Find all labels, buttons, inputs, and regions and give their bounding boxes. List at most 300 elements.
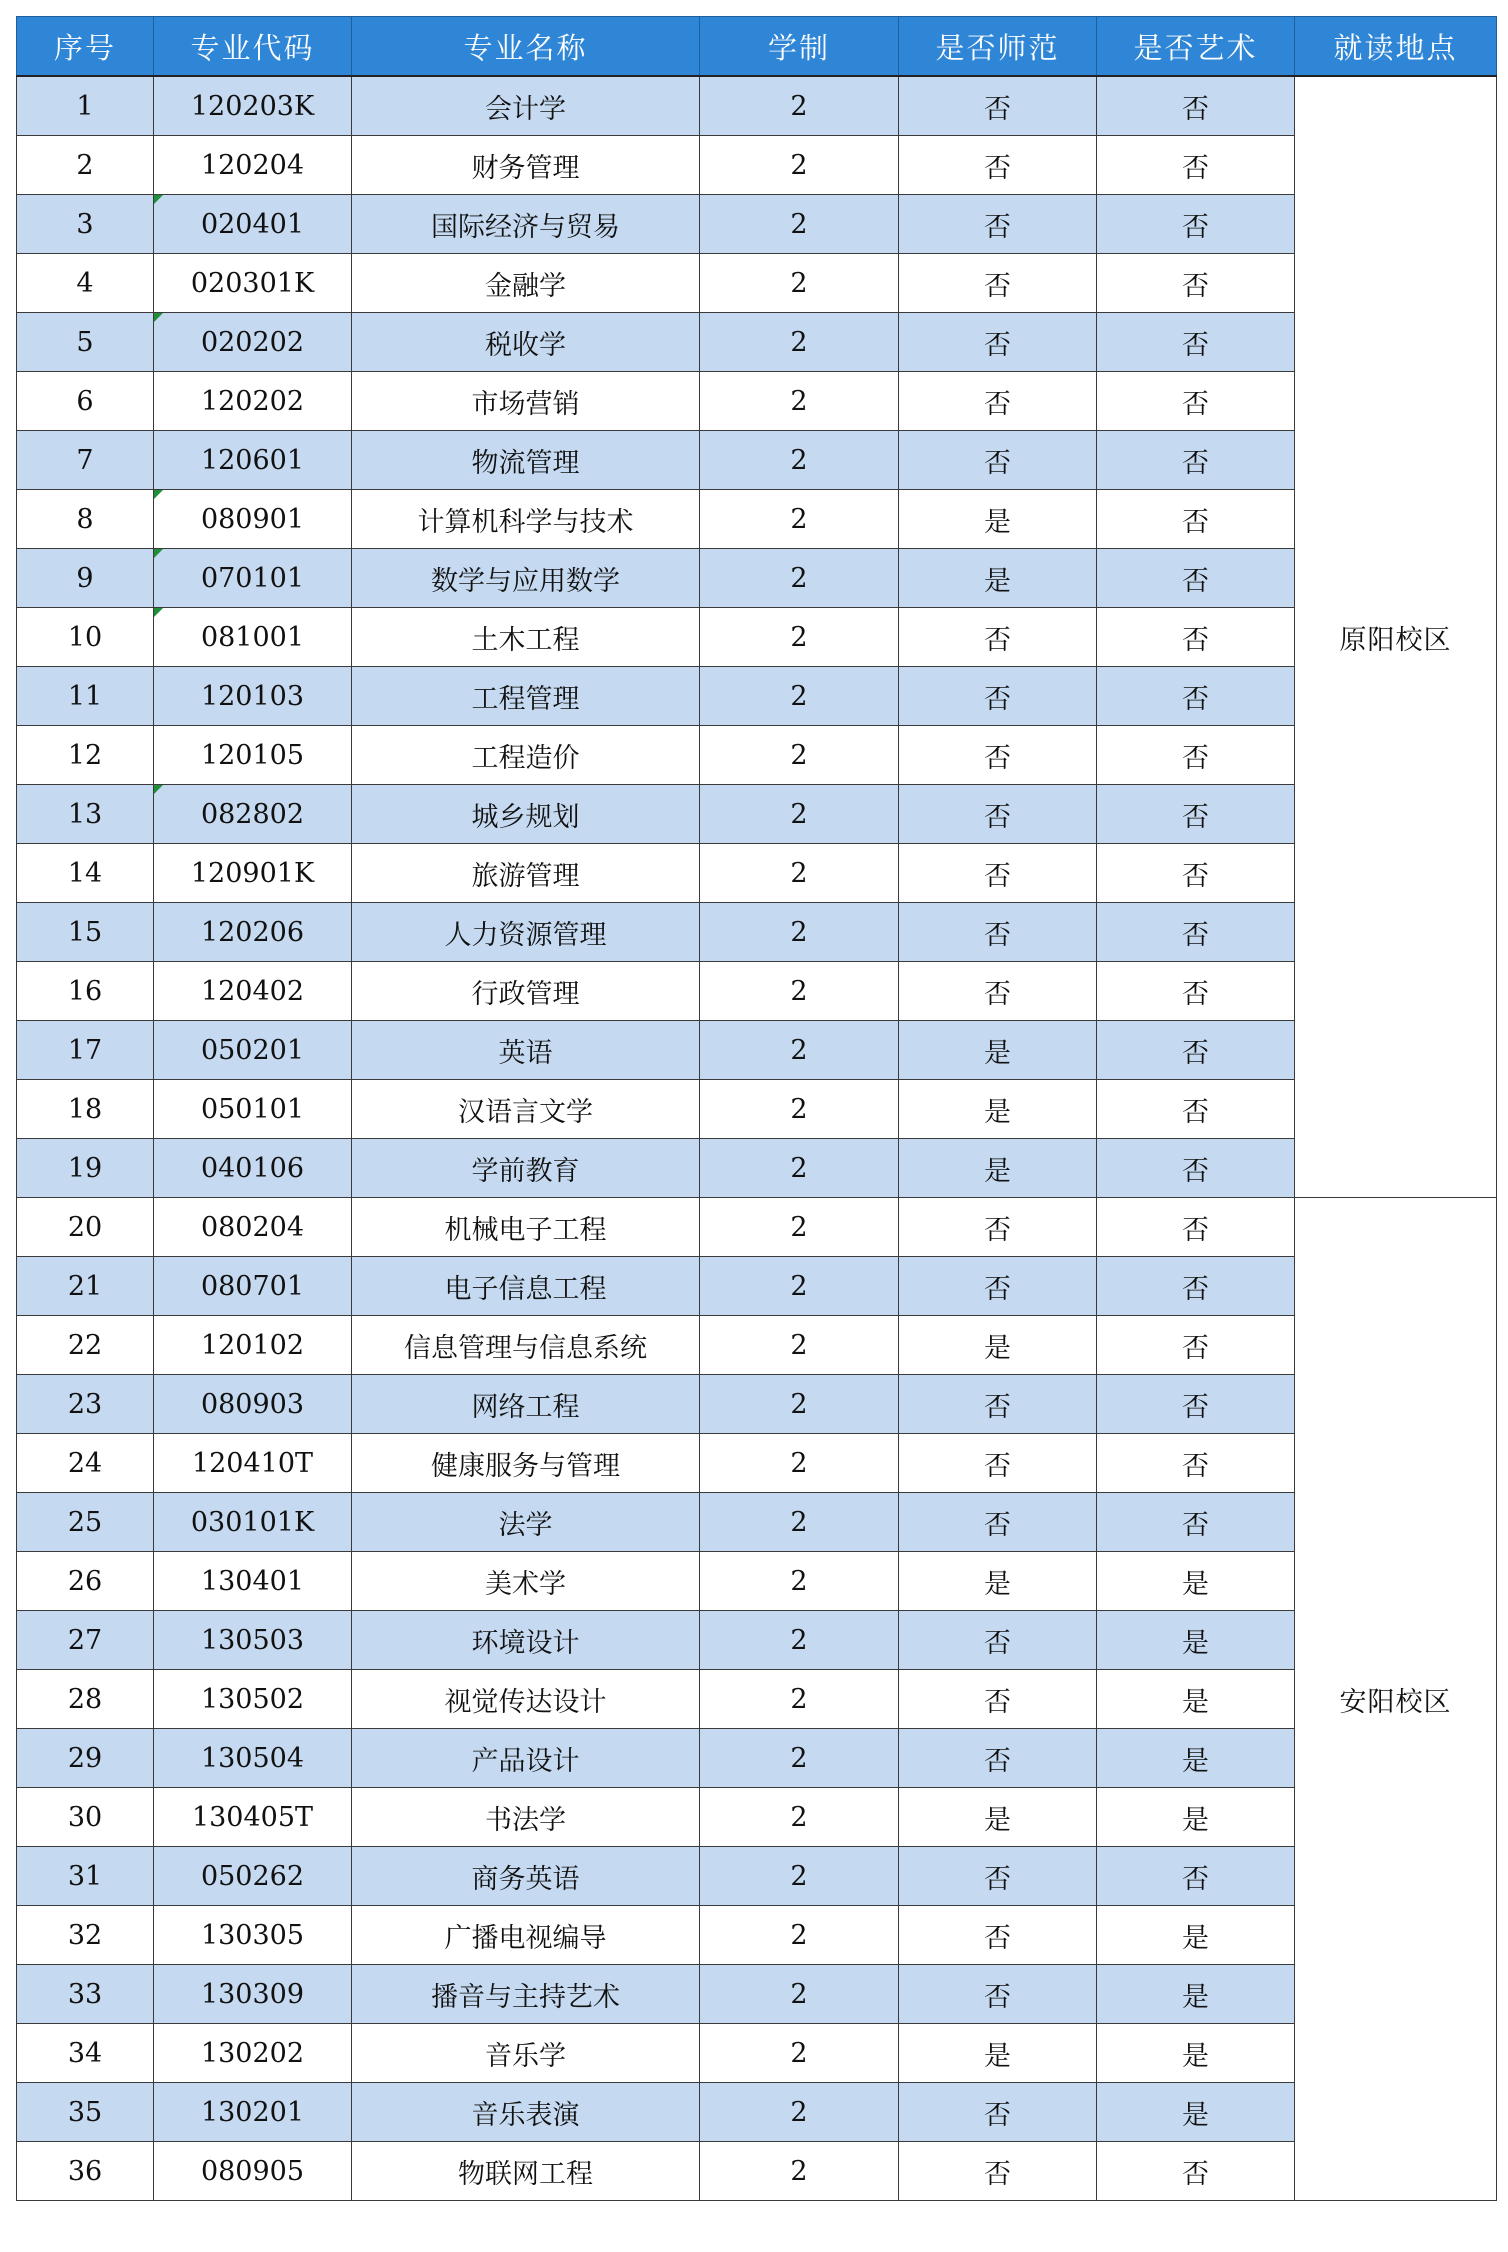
major-code-text: 120601	[200, 444, 305, 476]
major-code	[154, 372, 352, 431]
is-art-text: 否	[1182, 211, 1209, 243]
row-number-text: 15	[67, 916, 103, 948]
major-code	[154, 1198, 352, 1257]
row-number	[17, 726, 154, 785]
row-number-text: 9	[76, 562, 94, 594]
table-row	[17, 1139, 1497, 1198]
major-code-text: 080901	[200, 503, 305, 535]
study-years	[700, 372, 899, 431]
major-code	[154, 1788, 352, 1847]
table-row	[17, 1080, 1497, 1139]
major-code-text: 130309	[200, 1978, 305, 2010]
major-code	[154, 1375, 352, 1434]
row-number-text: 2	[76, 149, 94, 181]
major-code	[154, 1493, 352, 1552]
major-code	[154, 844, 352, 903]
is-art-text: 否	[1182, 93, 1209, 125]
major-code-text: 120102	[200, 1329, 305, 1361]
major-code	[154, 1965, 352, 2024]
row-number-text: 21	[67, 1270, 103, 1302]
is-art	[1097, 2142, 1295, 2201]
row-number	[17, 2024, 154, 2083]
major-code	[154, 1080, 352, 1139]
major-code-text: 050201	[200, 1034, 305, 1066]
is-teacher-training-text: 否	[984, 1863, 1011, 1895]
row-number	[17, 844, 154, 903]
is-teacher-training	[899, 195, 1097, 254]
is-teacher-training	[899, 490, 1097, 549]
row-number-text: 32	[67, 1919, 103, 1951]
major-name	[352, 1434, 700, 1493]
is-teacher-training-text: 否	[984, 860, 1011, 892]
is-art-text: 否	[1182, 447, 1209, 479]
header-name: 专业名称	[352, 17, 700, 77]
major-code-text: 082802	[200, 798, 305, 830]
is-art-text: 否	[1182, 1509, 1209, 1541]
is-teacher-training-text: 否	[984, 2158, 1011, 2190]
study-years-text: 2	[790, 680, 808, 712]
is-teacher-training	[899, 2024, 1097, 2083]
table-row	[17, 1021, 1497, 1080]
row-number	[17, 903, 154, 962]
row-number	[17, 1080, 154, 1139]
is-art-text: 是	[1182, 1745, 1209, 1777]
is-art-text: 否	[1182, 1155, 1209, 1187]
row-number-text: 4	[76, 267, 94, 299]
row-number-text: 3	[76, 208, 94, 240]
major-code	[154, 254, 352, 313]
row-number-text: 13	[67, 798, 103, 830]
header-art: 是否艺术	[1097, 17, 1295, 77]
major-name	[352, 1788, 700, 1847]
major-name	[352, 2083, 700, 2142]
major-code	[154, 1611, 352, 1670]
major-name	[352, 490, 700, 549]
study-years	[700, 2083, 899, 2142]
major-code-text: 130401	[200, 1565, 305, 1597]
is-teacher-training	[899, 1139, 1097, 1198]
row-number	[17, 1434, 154, 1493]
study-years-text: 2	[790, 916, 808, 948]
study-years	[700, 1493, 899, 1552]
row-number-text: 34	[67, 2037, 103, 2069]
is-teacher-training	[899, 903, 1097, 962]
study-years	[700, 1375, 899, 1434]
study-years-text: 2	[790, 1919, 808, 1951]
is-art-text: 否	[1182, 152, 1209, 184]
is-teacher-training-text: 是	[984, 565, 1011, 597]
is-art	[1097, 2083, 1295, 2142]
table-row	[17, 76, 1497, 136]
row-number	[17, 1965, 154, 2024]
is-teacher-training-text: 否	[984, 270, 1011, 302]
study-years-text: 2	[790, 621, 808, 653]
is-teacher-training	[899, 1493, 1097, 1552]
is-teacher-training-text: 是	[984, 1568, 1011, 1600]
major-code-text: 130502	[200, 1683, 305, 1715]
is-teacher-training-text: 是	[984, 1155, 1011, 1187]
header-location: 就读地点	[1295, 17, 1497, 77]
majors-table-wrapper	[16, 16, 1497, 2201]
major-name-text: 法学	[498, 1509, 553, 1541]
is-art	[1097, 76, 1295, 136]
study-years-text: 2	[790, 1565, 808, 1597]
header-years: 学制	[700, 17, 899, 77]
is-art-text: 是	[1182, 2099, 1209, 2131]
is-teacher-training-text: 否	[984, 1922, 1011, 1954]
is-teacher-training	[899, 549, 1097, 608]
is-teacher-training-text: 否	[984, 1745, 1011, 1777]
row-number-text: 17	[67, 1034, 103, 1066]
row-number	[17, 1198, 154, 1257]
row-number-text: 23	[67, 1388, 103, 1420]
major-name-text: 土木工程	[471, 624, 580, 656]
major-code	[154, 76, 352, 136]
major-name-text: 电子信息工程	[444, 1273, 607, 1305]
header-code: 专业代码	[154, 17, 352, 77]
study-years-text: 2	[790, 1447, 808, 1479]
major-code	[154, 962, 352, 1021]
table-row	[17, 136, 1497, 195]
study-years-text: 2	[790, 1624, 808, 1656]
study-years-text: 2	[790, 1034, 808, 1066]
row-number-text: 31	[67, 1860, 103, 1892]
study-years-text: 2	[790, 1093, 808, 1125]
is-art-text: 是	[1182, 1568, 1209, 1600]
is-teacher-training-text: 否	[984, 388, 1011, 420]
cell-comment-marker-icon	[154, 549, 163, 558]
row-number-text: 6	[76, 385, 94, 417]
is-art	[1097, 726, 1295, 785]
study-years-text: 2	[790, 1683, 808, 1715]
major-name-text: 计算机科学与技术	[417, 506, 634, 538]
major-name	[352, 1021, 700, 1080]
table-row	[17, 1552, 1497, 1611]
location-cell: 原阳校区	[1295, 76, 1497, 1198]
row-number	[17, 490, 154, 549]
major-code	[154, 1906, 352, 1965]
study-years	[700, 1552, 899, 1611]
major-code-text: 120206	[200, 916, 305, 948]
major-name	[352, 608, 700, 667]
major-code	[154, 1021, 352, 1080]
study-years	[700, 195, 899, 254]
major-name-text: 工程造价	[471, 742, 580, 774]
major-name	[352, 1906, 700, 1965]
is-art	[1097, 1906, 1295, 1965]
major-name-text: 数学与应用数学	[431, 565, 620, 597]
major-name-text: 英语	[498, 1037, 553, 1069]
row-number	[17, 372, 154, 431]
is-teacher-training	[899, 844, 1097, 903]
major-name	[352, 1316, 700, 1375]
table-row	[17, 1375, 1497, 1434]
is-art-text: 否	[1182, 565, 1209, 597]
is-teacher-training	[899, 608, 1097, 667]
table-row	[17, 667, 1497, 726]
row-number-text: 29	[67, 1742, 103, 1774]
major-code	[154, 2083, 352, 2142]
table-row	[17, 1611, 1497, 1670]
is-teacher-training-text: 否	[984, 624, 1011, 656]
study-years	[700, 1198, 899, 1257]
is-art	[1097, 1493, 1295, 1552]
major-code-text: 080204	[200, 1211, 305, 1243]
major-name-text: 旅游管理	[471, 860, 580, 892]
is-teacher-training-text: 是	[984, 1096, 1011, 1128]
is-art	[1097, 1434, 1295, 1493]
is-teacher-training-text: 否	[984, 93, 1011, 125]
major-name	[352, 1729, 700, 1788]
row-number-text: 18	[67, 1093, 103, 1125]
location-cell: 安阳校区	[1295, 1198, 1497, 2201]
is-art-text: 否	[1182, 801, 1209, 833]
major-name-text: 音乐表演	[471, 2099, 580, 2131]
is-art	[1097, 372, 1295, 431]
table-row	[17, 1434, 1497, 1493]
study-years-text: 2	[790, 1506, 808, 1538]
major-name	[352, 1198, 700, 1257]
is-art-text: 是	[1182, 2040, 1209, 2072]
study-years-text: 2	[790, 1152, 808, 1184]
is-teacher-training	[899, 1434, 1097, 1493]
table-row	[17, 1906, 1497, 1965]
study-years	[700, 76, 899, 136]
major-code-text: 120204	[200, 149, 305, 181]
study-years-text: 2	[790, 1211, 808, 1243]
major-code-text: 020301K	[190, 267, 315, 299]
is-teacher-training	[899, 1788, 1097, 1847]
is-teacher-training-text: 是	[984, 506, 1011, 538]
study-years-text: 2	[790, 1860, 808, 1892]
is-art-text: 否	[1182, 1450, 1209, 1482]
major-code	[154, 549, 352, 608]
is-teacher-training-text: 否	[984, 1509, 1011, 1541]
is-teacher-training	[899, 962, 1097, 1021]
major-name	[352, 1375, 700, 1434]
is-art	[1097, 1788, 1295, 1847]
major-code-text: 130503	[200, 1624, 305, 1656]
row-number	[17, 1906, 154, 1965]
row-number	[17, 667, 154, 726]
is-teacher-training	[899, 1729, 1097, 1788]
is-teacher-training	[899, 254, 1097, 313]
major-name-text: 工程管理	[471, 683, 580, 715]
major-code	[154, 667, 352, 726]
is-teacher-training	[899, 1906, 1097, 1965]
is-art	[1097, 844, 1295, 903]
is-teacher-training	[899, 1847, 1097, 1906]
is-teacher-training-text: 否	[984, 1391, 1011, 1423]
major-code-text: 120402	[200, 975, 305, 1007]
major-code-text: 020202	[200, 326, 305, 358]
is-art	[1097, 667, 1295, 726]
major-name	[352, 1493, 700, 1552]
is-teacher-training-text: 否	[984, 2099, 1011, 2131]
row-number	[17, 1493, 154, 1552]
is-art-text: 否	[1182, 1037, 1209, 1069]
major-name	[352, 2142, 700, 2201]
study-years	[700, 1670, 899, 1729]
is-art-text: 是	[1182, 1981, 1209, 2013]
major-code-text: 120105	[200, 739, 305, 771]
major-name	[352, 431, 700, 490]
table-row	[17, 1965, 1497, 2024]
study-years-text: 2	[790, 1978, 808, 2010]
row-number	[17, 1788, 154, 1847]
is-art-text: 否	[1182, 860, 1209, 892]
row-number	[17, 431, 154, 490]
major-name-text: 播音与主持艺术	[431, 1981, 620, 2013]
row-number-text: 27	[67, 1624, 103, 1656]
major-name	[352, 313, 700, 372]
row-number-text: 16	[67, 975, 103, 1007]
row-number	[17, 2083, 154, 2142]
major-name-text: 城乡规划	[471, 801, 580, 833]
study-years-text: 2	[790, 857, 808, 889]
row-number	[17, 76, 154, 136]
major-name	[352, 1965, 700, 2024]
table-row	[17, 431, 1497, 490]
table-row	[17, 490, 1497, 549]
table-row	[17, 1847, 1497, 1906]
study-years-text: 2	[790, 1742, 808, 1774]
is-art	[1097, 195, 1295, 254]
row-number	[17, 1847, 154, 1906]
major-code-text: 070101	[200, 562, 305, 594]
study-years-text: 2	[790, 2037, 808, 2069]
is-teacher-training	[899, 372, 1097, 431]
table-row	[17, 1788, 1497, 1847]
study-years	[700, 1434, 899, 1493]
major-code-text: 120202	[200, 385, 305, 417]
major-name	[352, 667, 700, 726]
major-name	[352, 785, 700, 844]
major-name-text: 美术学	[485, 1568, 566, 1600]
row-number	[17, 254, 154, 313]
major-name-text: 商务英语	[471, 1863, 580, 1895]
major-name-text: 机械电子工程	[444, 1214, 607, 1246]
major-code	[154, 785, 352, 844]
major-code-text: 130405T	[191, 1801, 314, 1833]
major-name-text: 视觉传达设计	[444, 1686, 607, 1718]
major-code	[154, 1139, 352, 1198]
major-name-text: 物联网工程	[458, 2158, 593, 2190]
table-row	[17, 1257, 1497, 1316]
study-years	[700, 726, 899, 785]
major-code-text: 130201	[200, 2096, 305, 2128]
table-row	[17, 2024, 1497, 2083]
major-name-text: 财务管理	[471, 152, 580, 184]
major-name-text: 广播电视编导	[444, 1922, 607, 1954]
study-years-text: 2	[790, 267, 808, 299]
is-teacher-training	[899, 1670, 1097, 1729]
major-code	[154, 2024, 352, 2083]
table-row	[17, 1316, 1497, 1375]
study-years	[700, 844, 899, 903]
row-number	[17, 136, 154, 195]
study-years	[700, 490, 899, 549]
major-name-text: 信息管理与信息系统	[404, 1332, 647, 1364]
table-row	[17, 1670, 1497, 1729]
is-teacher-training-text: 否	[984, 919, 1011, 951]
is-teacher-training-text: 是	[984, 1037, 1011, 1069]
major-code-text: 040106	[200, 1152, 305, 1184]
study-years	[700, 313, 899, 372]
major-name	[352, 1139, 700, 1198]
is-teacher-training	[899, 1552, 1097, 1611]
major-code	[154, 1434, 352, 1493]
study-years-text: 2	[790, 149, 808, 181]
major-name	[352, 1257, 700, 1316]
is-teacher-training	[899, 1316, 1097, 1375]
is-teacher-training-text: 是	[984, 2040, 1011, 2072]
major-name-text: 汉语言文学	[458, 1096, 593, 1128]
study-years	[700, 136, 899, 195]
study-years-text: 2	[790, 798, 808, 830]
table-row	[17, 785, 1497, 844]
major-code	[154, 726, 352, 785]
major-code-text: 120203K	[190, 90, 315, 122]
is-teacher-training	[899, 431, 1097, 490]
row-number	[17, 1611, 154, 1670]
header-no: 序号	[17, 17, 154, 77]
is-art-text: 否	[1182, 919, 1209, 951]
table-row	[17, 1493, 1497, 1552]
major-name-text: 行政管理	[471, 978, 580, 1010]
major-code-text: 050101	[200, 1093, 305, 1125]
is-art-text: 否	[1182, 742, 1209, 774]
study-years-text: 2	[790, 208, 808, 240]
study-years-text: 2	[790, 90, 808, 122]
major-code-text: 030101K	[190, 1506, 315, 1538]
study-years-text: 2	[790, 975, 808, 1007]
study-years-text: 2	[790, 326, 808, 358]
table-row	[17, 962, 1497, 1021]
is-art-text: 否	[1182, 1863, 1209, 1895]
major-code	[154, 313, 352, 372]
row-number-text: 33	[67, 1978, 103, 2010]
row-number-text: 26	[67, 1565, 103, 1597]
study-years	[700, 962, 899, 1021]
major-name-text: 健康服务与管理	[431, 1450, 620, 1482]
major-name-text: 金融学	[485, 270, 566, 302]
is-art-text: 否	[1182, 1273, 1209, 1305]
is-teacher-training	[899, 2083, 1097, 2142]
major-code	[154, 1316, 352, 1375]
row-number	[17, 1729, 154, 1788]
is-art	[1097, 1316, 1295, 1375]
is-teacher-training-text: 否	[984, 1686, 1011, 1718]
is-teacher-training	[899, 76, 1097, 136]
study-years	[700, 1021, 899, 1080]
is-art-text: 是	[1182, 1804, 1209, 1836]
is-teacher-training-text: 否	[984, 801, 1011, 833]
is-art	[1097, 2024, 1295, 2083]
study-years-text: 2	[790, 444, 808, 476]
is-art-text: 否	[1182, 506, 1209, 538]
row-number-text: 12	[67, 739, 103, 771]
is-art	[1097, 136, 1295, 195]
cell-comment-marker-icon	[154, 195, 163, 204]
is-art-text: 否	[1182, 624, 1209, 656]
is-teacher-training-text: 否	[984, 1981, 1011, 2013]
row-number	[17, 195, 154, 254]
is-teacher-training-text: 否	[984, 152, 1011, 184]
row-number-text: 11	[67, 680, 103, 712]
major-code	[154, 903, 352, 962]
is-art-text: 是	[1182, 1686, 1209, 1718]
